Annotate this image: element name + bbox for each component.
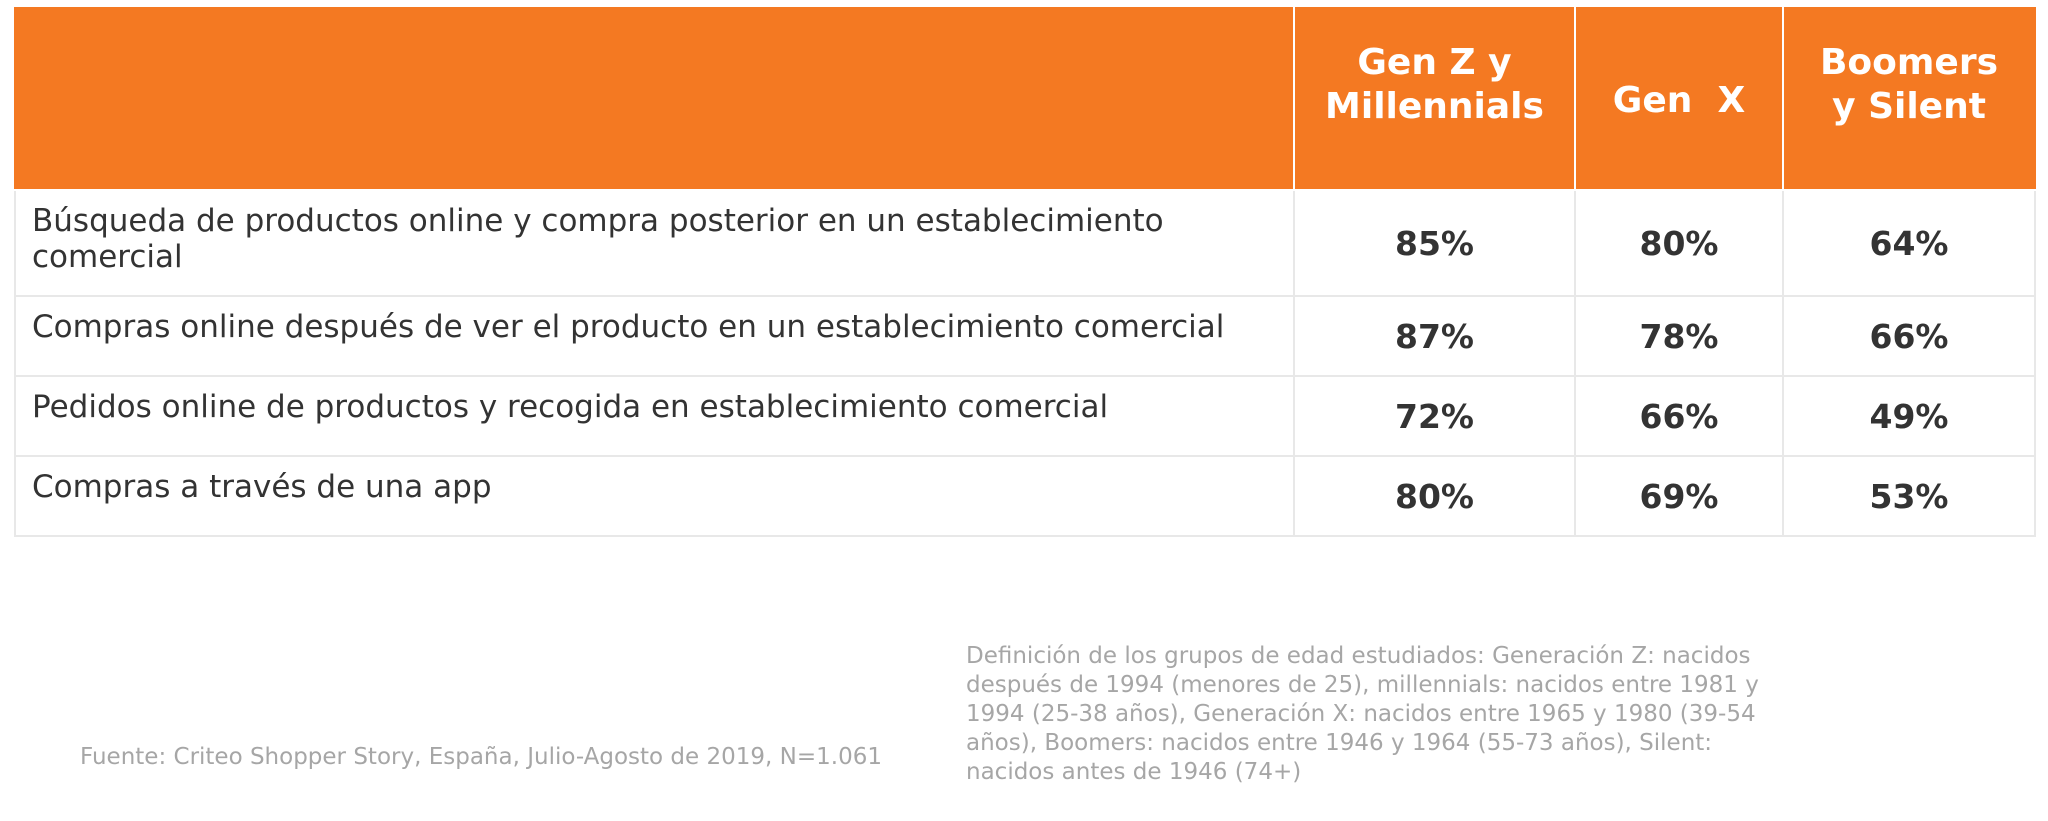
value-gen-x: 80%: [1575, 190, 1783, 296]
row-label: Búsqueda de productos online y compra posterior en un establecimiento comercial: [15, 190, 1294, 296]
header-line-1: Boomers: [1819, 42, 1998, 83]
table-header-row: [15, 8, 2035, 190]
value-boomers-silent: 64%: [1783, 190, 2035, 296]
value-gen-z-millennials: 72%: [1294, 376, 1575, 456]
row-label: Pedidos online de productos y recogida en establecimiento comercial: [15, 376, 1294, 456]
value-gen-z-millennials: 85%: [1294, 190, 1575, 296]
header-blank-cell: [15, 8, 1294, 190]
source-footnote: Fuente: Criteo Shopper Story, España, Julio-Agosto de 2019, N=1.061: [80, 744, 882, 770]
table-row: [15, 376, 2035, 456]
row-label: Compras a través de una app: [15, 456, 1294, 536]
table-row: [15, 296, 2035, 376]
table-row: [15, 190, 2035, 296]
row-label: Compras online después de ver el producto en un establecimiento comercial: [15, 296, 1294, 376]
value-boomers-silent: 53%: [1783, 456, 2035, 536]
header-boomers-silent: [1783, 8, 2035, 190]
value-gen-x: 66%: [1575, 376, 1783, 456]
value-boomers-silent: 49%: [1783, 376, 2035, 456]
value-gen-z-millennials: 80%: [1294, 456, 1575, 536]
header-gen-x: [1575, 8, 1783, 190]
generations-table: [14, 7, 2036, 537]
header-line-2: Millennials: [1325, 86, 1544, 127]
age-group-definition: Definición de los grupos de edad estudiados: Generación Z: nacidos después de 1994 (menores de 25), millennials: nacidos entre 1981 y 1994 (25-38 años), Generación X: nacidos entre 1965 y 1980 (39-54 años), Boomers: nacidos entre 1946 y 1964 (55-73 años), Silent: nacidos antes de 1946 (74+): [966, 643, 1759, 785]
header-line-1: Gen X: [1612, 80, 1746, 121]
value-gen-z-millennials: 87%: [1294, 296, 1575, 376]
value-boomers-silent: 66%: [1783, 296, 2035, 376]
header-gen-z-millennials: [1294, 8, 1575, 190]
value-gen-x: 78%: [1575, 296, 1783, 376]
header-line-1: Gen Z y: [1357, 42, 1512, 83]
header-line-2: y Silent: [1832, 86, 1986, 127]
table-row: [15, 456, 2035, 536]
value-gen-x: 69%: [1575, 456, 1783, 536]
